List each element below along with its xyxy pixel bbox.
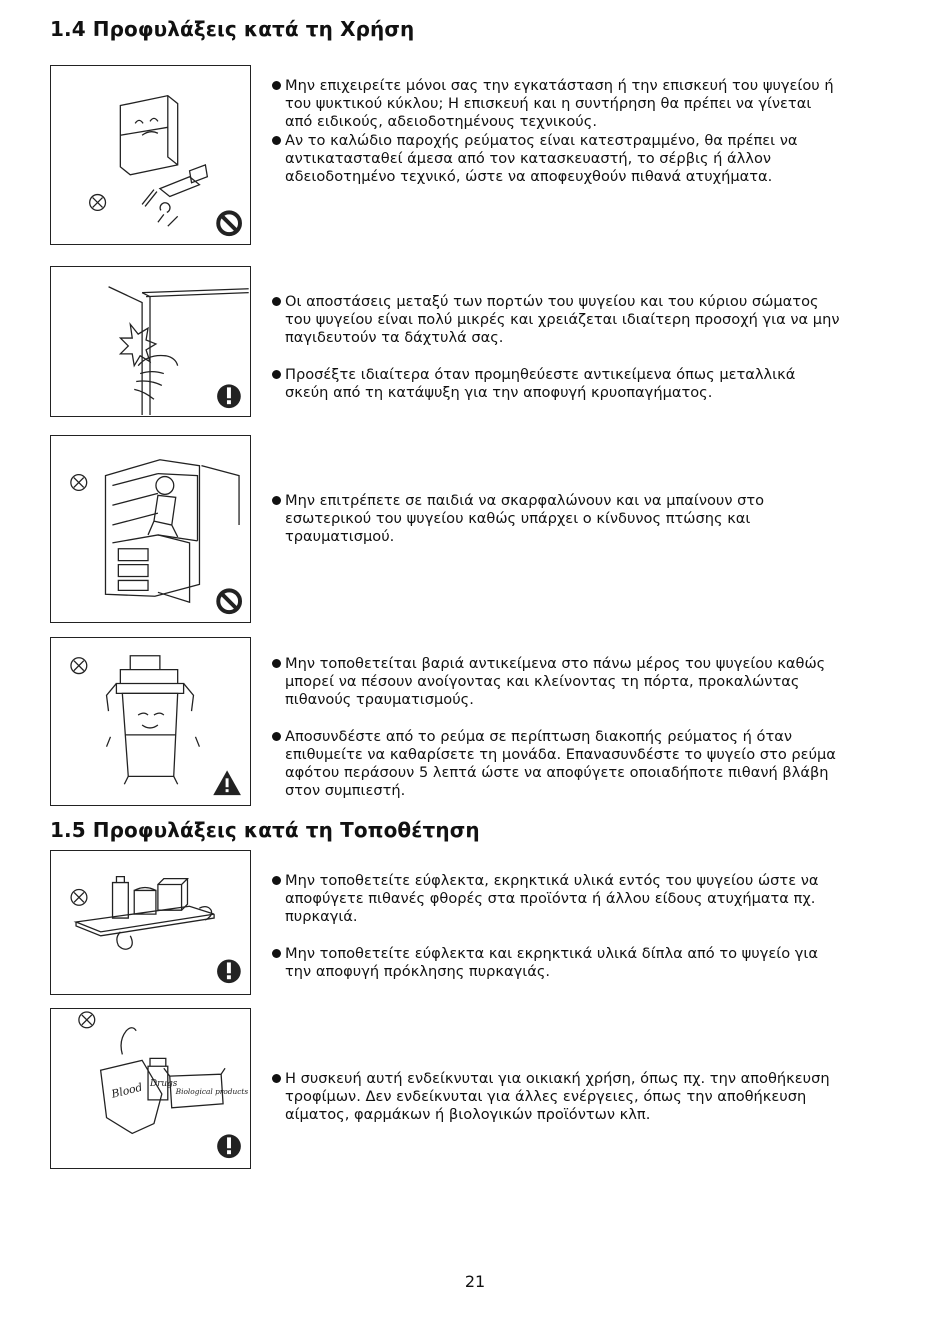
precaution-list bbox=[272, 492, 840, 547]
exclamation-icon bbox=[217, 384, 241, 408]
precaution-row-children bbox=[50, 435, 840, 623]
precaution-list bbox=[272, 293, 840, 402]
precaution-row-repair bbox=[50, 65, 840, 245]
biological-products-label: Biological products bbox=[175, 1086, 249, 1096]
list-item: Η συσκευή αυτή ενδείκνυται για οικιακή χρήση, όπως πχ. την αποθήκευση τροφίμων. Δεν ενδείκνυται για άλλες ενέργειες, όπως την αποθήκευση αίματος, φαρμάκων ή βιολογικών προϊόντων κλπ. bbox=[272, 1070, 840, 1125]
precaution-row-door-gap bbox=[50, 266, 840, 417]
precaution-row-heavy-objects bbox=[50, 637, 840, 806]
precaution-list bbox=[272, 77, 840, 186]
list-item: Αποσυνδέστε από το ρεύμα σε περίπτωση διακοπής ρεύματος ή όταν επιθυμείτε να καθαρίσετε τη μονάδα. Επανασυνδέστε το ψυγείο στο ρεύμα αφότου περάσουν 5 λεπτά ώστε να αποφύγετε οποιαδήποτε πιθανή βλάβη στον συμπιεστή. bbox=[272, 728, 840, 801]
warning-triangle-icon bbox=[213, 770, 241, 795]
list-item: Μην επιχειρείτε μόνοι σας την εγκατάσταση ή την επισκευή του ψυγείου ή του ψυκτικού κύκλου; Η επισκευή και η συντήρηση θα πρέπει να γίνεται από ειδικούς, αδειοδοτημένους τεχνικούς. bbox=[272, 77, 840, 132]
list-item: Μην επιτρέπετε σε παιδιά να σκαρφαλώνουν και να μπαίνουν στο εσωτερικού του ψυγείου καθώς υπάρχει ο κίνδυνος πτώσης και τραυματισμού. bbox=[272, 492, 840, 547]
list-item: Προσέξτε ιδιαίτερα όταν προμηθεύεστε αντικείμενα όπως μεταλλικά σκεύη από τη κατάψυξη για την αποφυγή κρυοπαγήματος. bbox=[272, 366, 840, 402]
precaution-row-flammable bbox=[50, 850, 840, 995]
illustration-heavy-objects bbox=[50, 637, 251, 806]
section-title-usage-precautions: 1.4 Προφυλάξεις κατά τη Χρήση bbox=[50, 17, 415, 41]
precaution-list bbox=[272, 872, 840, 981]
prohibition-icon bbox=[218, 590, 240, 612]
prohibition-small-icon bbox=[71, 475, 87, 491]
exclamation-icon bbox=[217, 1134, 241, 1158]
precaution-list bbox=[272, 1070, 840, 1125]
illustration-children bbox=[50, 435, 251, 623]
prohibition-icon bbox=[218, 212, 240, 234]
illustration-repair bbox=[50, 65, 251, 245]
list-item: Μην τοποθετείται βαριά αντικείμενα στο πάνω μέρος του ψυγείου καθώς μπορεί να πέσουν ανοίγοντας και κλείνοντας τη πόρτα, προκαλώντας πιθανούς τραυματισμούς. bbox=[272, 655, 840, 710]
fridge-repair-drawing bbox=[51, 66, 250, 244]
illustration-domestic-use bbox=[50, 1008, 251, 1169]
shelf-with-chemicals-drawing bbox=[51, 851, 250, 994]
prohibition-small-icon bbox=[79, 1012, 95, 1028]
drugs-label: Drugs bbox=[150, 1079, 178, 1090]
door-pinch-drawing bbox=[51, 267, 250, 416]
prohibition-small-icon bbox=[71, 658, 87, 674]
precaution-row-domestic-use bbox=[50, 1008, 840, 1169]
prohibition-small-icon bbox=[71, 889, 87, 905]
illustration-door-gap bbox=[50, 266, 251, 417]
list-item: Αν το καλώδιο παροχής ρεύματος είναι κατεστραμμένο, θα πρέπει να αντικατασταθεί άμεσα από τον κατασκευαστή, το σέρβις ή άλλον αδειοδοτημένο τεχνικό, ώστε να αποφευχθούν πιθανά ατυχήματα. bbox=[272, 132, 840, 187]
section-title-placement-precautions: 1.5 Προφυλάξεις κατά τη Τοποθέτηση bbox=[50, 818, 480, 842]
list-item: Οι αποστάσεις μεταξύ των πορτών του ψυγείου και του κύριου σώματος του ψυγείου είναι πολύ μικρές και χρειάζεται ιδιαίτερη προσοχή για να μην παγιδευτούν τα δάχτυλά σας. bbox=[272, 293, 840, 348]
precaution-list bbox=[272, 655, 840, 800]
illustration-flammable bbox=[50, 850, 251, 995]
list-item: Μην τοποθετείτε εύφλεκτα, εκρηκτικά υλικά εντός του ψυγείου ώστε να αποφύγετε πιθανές φθορές στα προϊόντα ή άλλου είδους ατυχήματα πχ. πυρκαγιά. bbox=[272, 872, 840, 927]
exclamation-icon bbox=[217, 959, 241, 983]
prohibition-small-icon bbox=[90, 195, 106, 211]
overloaded-fridge-drawing bbox=[51, 638, 250, 805]
blood-label: Blood bbox=[110, 1080, 144, 1101]
list-item: Μην τοποθετείτε εύφλεκτα και εκρηκτικά υλικά δίπλα από το ψυγείο για την αποφυγή πρόκλησης πυρκαγιάς. bbox=[272, 945, 840, 981]
child-in-fridge-drawing bbox=[51, 436, 250, 622]
blood-drugs-biological-drawing bbox=[51, 1009, 250, 1168]
page-number: 21 bbox=[464, 1272, 486, 1291]
